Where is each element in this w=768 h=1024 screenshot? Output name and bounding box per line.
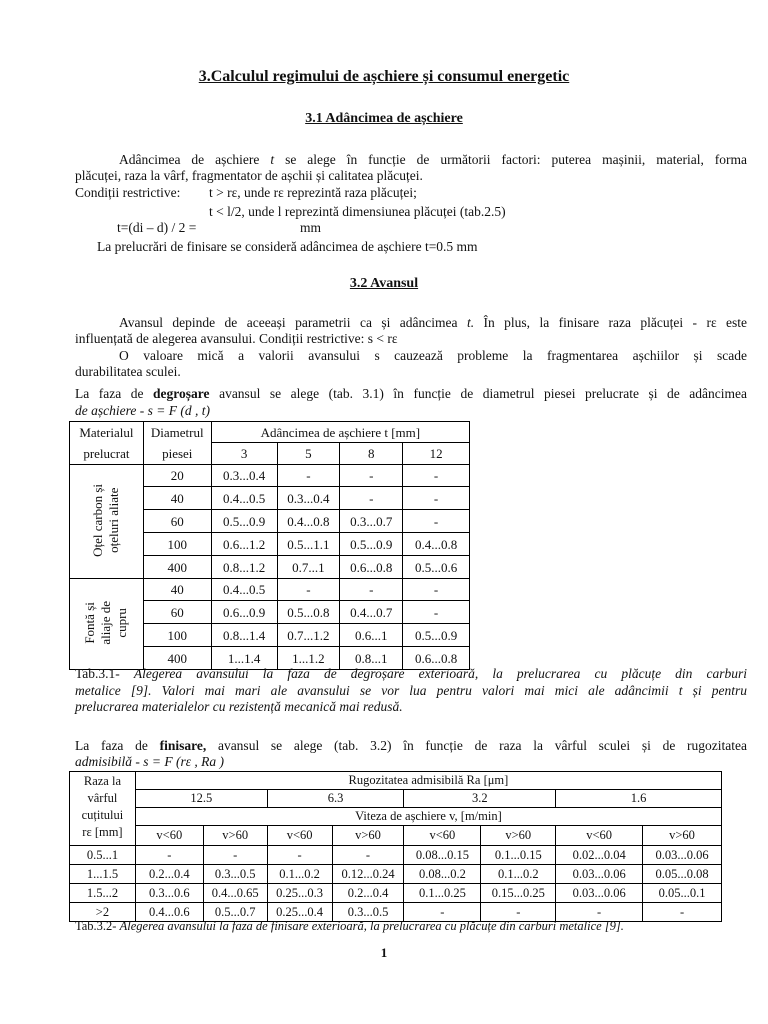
v-col: v>60 — [643, 826, 722, 846]
v-col: v<60 — [135, 826, 203, 846]
text: Adâncimea de așchiere — [119, 152, 260, 167]
table-cell: 0.4...0.5 — [211, 487, 277, 510]
table-cell: 100 — [143, 624, 211, 647]
table-cell: 0.05...0.08 — [643, 865, 722, 884]
table-cell: 0.5...1 — [70, 846, 136, 865]
table-cell: - — [403, 487, 470, 510]
text: Avansul depinde de aceeași parametrii ca și adâncimea — [119, 315, 458, 330]
table-cell: 0.6...0.8 — [340, 556, 403, 579]
table-cell: 0.7...1.2 — [277, 624, 340, 647]
table-cell: 0.2...0.4 — [135, 865, 203, 884]
table-cell: 60 — [143, 601, 211, 624]
text: oțeluri aliate — [106, 487, 122, 553]
table-cell: - — [403, 601, 470, 624]
material-group-steel — [70, 465, 144, 579]
table-cell: 0.1...0.25 — [404, 884, 481, 903]
text — [82, 601, 130, 645]
text: La faza de — [75, 386, 144, 401]
table-cell: - — [403, 579, 470, 601]
table-cell: 0.03...0.06 — [556, 884, 643, 903]
text: prelucrat — [83, 446, 130, 461]
table-cell: 0.5...0.8 — [277, 601, 340, 624]
paragraph-degrosare-line2: de așchiere - s = F (d , t) — [75, 403, 210, 418]
table-cell: 0.5...0.6 — [403, 556, 470, 579]
table-cell: - — [267, 846, 332, 865]
table-cell: 1...1.4 — [211, 647, 277, 670]
header-depth: Adâncimea de așchiere t [mm] — [211, 422, 469, 443]
text: Fontă și — [82, 601, 98, 644]
table-cell: 0.1...0.2 — [481, 865, 556, 884]
table-cell: 0.2...0.4 — [332, 884, 404, 903]
v-col: v<60 — [404, 826, 481, 846]
text: avansul se alege (tab. 3.2) în funcție de raza la vârful sculei și de rugozitatea — [217, 738, 748, 753]
table-cell: 0.1...0.2 — [267, 865, 332, 884]
text: se alege în funcție de următorii factori: puterea mașinii, material, forma — [285, 152, 748, 167]
header-diameter — [143, 422, 211, 465]
table-cell: - — [340, 487, 403, 510]
text: Alegerea avansului la faza de degroșare exterioară, la prelucrarea cu plăcuțe din carburi — [133, 666, 747, 681]
table-cell: - — [203, 846, 267, 865]
condition-2: t < l/2, unde l reprezintă dimensiunea plăcuței (tab.2.5) — [209, 204, 506, 219]
paragraph-finisare-line2: admisibilă - s = F (rε , Ra ) — [75, 754, 225, 769]
table-cell: 0.4...0.65 — [203, 884, 267, 903]
v-col: v>60 — [481, 826, 556, 846]
depth-3: 3 — [211, 443, 277, 465]
depth-formula: t=(di – d) / 2 = — [117, 220, 197, 235]
page-number: 1 — [380, 945, 388, 960]
table-cell: 100 — [143, 533, 211, 556]
table-cell: - — [556, 903, 643, 922]
table-cell: 400 — [143, 556, 211, 579]
text: cuțitului — [81, 808, 124, 822]
text: piesei — [162, 446, 193, 461]
v-col: v<60 — [267, 826, 332, 846]
paragraph-finisare-line1 — [75, 738, 747, 755]
caption-3-1-line3: prelucrarea materialelor cu rezistență mecanică mai redusă. — [75, 699, 403, 714]
table-cell: 0.8...1 — [340, 647, 403, 670]
table-cell: 0.02...0.04 — [556, 846, 643, 865]
rug-1-6: 1.6 — [556, 790, 722, 808]
table-cell: - — [403, 465, 470, 487]
caption-3-2 — [75, 919, 624, 934]
text: O valoare mică a valorii avansului s cauzează probleme la fragmentarea așchiilor și scade — [119, 348, 747, 363]
table-cell: 0.8...1.4 — [211, 624, 277, 647]
table-cell: - — [403, 510, 470, 533]
text: avansul se alege (tab. 3.1) în funcție de diametrul piesei prelucrate și de adâncimea — [219, 386, 748, 401]
rug-6-3: 6.3 — [267, 790, 404, 808]
table-cell: 0.12...0.24 — [332, 865, 404, 884]
paragraph-3-2-line1 — [75, 315, 747, 332]
table-cell: 40 — [143, 487, 211, 510]
bold-degrosare: degroșare — [153, 386, 210, 401]
table-cell: 0.5...0.9 — [403, 624, 470, 647]
table-cell: >2 — [70, 903, 136, 922]
table-3-1 — [69, 421, 470, 670]
table-cell: 0.8...1.2 — [211, 556, 277, 579]
table-cell: 400 — [143, 647, 211, 670]
depth-8: 8 — [340, 443, 403, 465]
finish-note: La prelucrări de finisare se consideră adâncimea de așchiere t=0.5 mm — [97, 239, 478, 254]
table-cell: - — [643, 903, 722, 922]
table-cell: 0.3...0.5 — [203, 865, 267, 884]
table-cell: 0.6...0.9 — [211, 601, 277, 624]
rug-12-5: 12.5 — [135, 790, 267, 808]
table-cell: 0.4...0.8 — [403, 533, 470, 556]
page-title: 3.Calculul regimului de așchiere și consumul energetic — [198, 68, 570, 85]
paragraph-3-2-line2: influențată de alegerea avansului. Condiții restrictive: s < rε — [75, 331, 398, 346]
paragraph-degrosare-line1 — [75, 386, 747, 403]
table-cell: - — [481, 903, 556, 922]
table-cell: 0.3...0.4 — [211, 465, 277, 487]
v-col: v>60 — [332, 826, 404, 846]
text — [90, 484, 122, 557]
caption-3-1-line1 — [75, 666, 747, 683]
caption-3-1-line2: metalice [9]. Valori mai mari ale avansului se vor lua pentru valori mai mici ale adâncimii t și pentru — [75, 683, 747, 698]
section-heading-3-2: 3.2 Avansul — [349, 276, 419, 291]
table-cell: 0.6...0.8 — [403, 647, 470, 670]
paragraph-avans-line1 — [75, 348, 747, 365]
formula-unit: mm — [300, 220, 322, 235]
table-cell: 0.08...0.15 — [404, 846, 481, 865]
depth-5: 5 — [277, 443, 340, 465]
text: Diametrul — [150, 425, 204, 440]
header-material — [70, 422, 144, 465]
table-cell: - — [277, 579, 340, 601]
v-col: v<60 — [556, 826, 643, 846]
text: În plus, la finisare raza plăcuței - rε este — [483, 315, 748, 330]
text: Oțel carbon și — [90, 483, 106, 557]
table-cell: 0.25...0.4 — [267, 903, 332, 922]
text: rε [mm] — [82, 825, 123, 839]
table-cell: 20 — [143, 465, 211, 487]
paragraph-3-1-line1 — [75, 152, 747, 169]
table-cell: 1...1.5 — [70, 865, 136, 884]
table-cell: 0.05...0.1 — [643, 884, 722, 903]
table-cell: 0.6...1 — [340, 624, 403, 647]
table-cell: 1...1.2 — [277, 647, 340, 670]
section-heading-3-1: 3.1 Adâncimea de așchiere — [305, 111, 463, 126]
table-cell: 40 — [143, 579, 211, 601]
table-cell: - — [340, 465, 403, 487]
caption-label: Tab.3.2- — [75, 919, 117, 933]
table-cell: 0.25...0.3 — [267, 884, 332, 903]
text: La faza de — [75, 738, 148, 753]
table-cell: 0.6...1.2 — [211, 533, 277, 556]
table-cell: - — [332, 846, 404, 865]
table-cell: - — [277, 465, 340, 487]
table-cell: 0.5...0.7 — [203, 903, 267, 922]
table-cell: 0.5...0.9 — [340, 533, 403, 556]
table-cell: 0.1...0.15 — [481, 846, 556, 865]
condition-1: t > rε, unde rε reprezintă raza plăcuței; — [209, 185, 417, 200]
rug-3-2: 3.2 — [404, 790, 556, 808]
text: Alegerea avansului la faza de finisare exterioară, la prelucrarea cu plăcuțe din carburi metalice [9]. — [119, 919, 624, 933]
var-t: t — [270, 152, 275, 167]
material-group-cast-iron — [70, 579, 144, 670]
bold-finisare: finisare, — [159, 738, 207, 753]
table-cell: 0.5...1.1 — [277, 533, 340, 556]
v-col: v>60 — [203, 826, 267, 846]
table-cell: 0.4...0.8 — [277, 510, 340, 533]
table-cell: 0.03...0.06 — [643, 846, 722, 865]
text: Raza la — [83, 774, 121, 788]
table-3-2 — [69, 771, 722, 922]
table-cell: 0.4...0.6 — [135, 903, 203, 922]
table-cell: 0.7...1 — [277, 556, 340, 579]
paragraph-avans-line2: durabilitatea sculei. — [75, 364, 181, 379]
table-cell: 0.3...0.5 — [332, 903, 404, 922]
header-viteza: Viteza de așchiere v, [m/min] — [135, 808, 721, 826]
table-cell: 1.5...2 — [70, 884, 136, 903]
header-rugozitate: Rugozitatea admisibilă Ra [μm] — [135, 772, 721, 790]
caption-label: Tab.3.1- — [75, 666, 120, 681]
conditions-label: Condiții restrictive: — [75, 185, 181, 200]
table-cell: - — [340, 579, 403, 601]
depth-12: 12 — [403, 443, 470, 465]
text: Materialul — [79, 425, 134, 440]
table-cell: 0.5...0.9 — [211, 510, 277, 533]
table-cell: 60 — [143, 510, 211, 533]
table-cell: 0.08...0.2 — [404, 865, 481, 884]
table-cell: - — [404, 903, 481, 922]
table-cell: 0.4...0.7 — [340, 601, 403, 624]
table-cell: 0.3...0.4 — [277, 487, 340, 510]
table-cell: 0.03...0.06 — [556, 865, 643, 884]
text: aliaje de — [98, 600, 114, 645]
table-cell: 0.3...0.7 — [340, 510, 403, 533]
table-cell: 0.4...0.5 — [211, 579, 277, 601]
var-t: t. — [466, 315, 475, 330]
table-cell: 0.3...0.6 — [135, 884, 203, 903]
table-cell: 0.15...0.25 — [481, 884, 556, 903]
table-cell: - — [135, 846, 203, 865]
text: cupru — [114, 607, 130, 638]
header-raza — [70, 772, 136, 846]
paragraph-3-1-line2: plăcuței, raza la vârf, fragmentator de așchii și calitatea plăcuței. — [75, 168, 423, 183]
text: vârful — [87, 791, 118, 805]
